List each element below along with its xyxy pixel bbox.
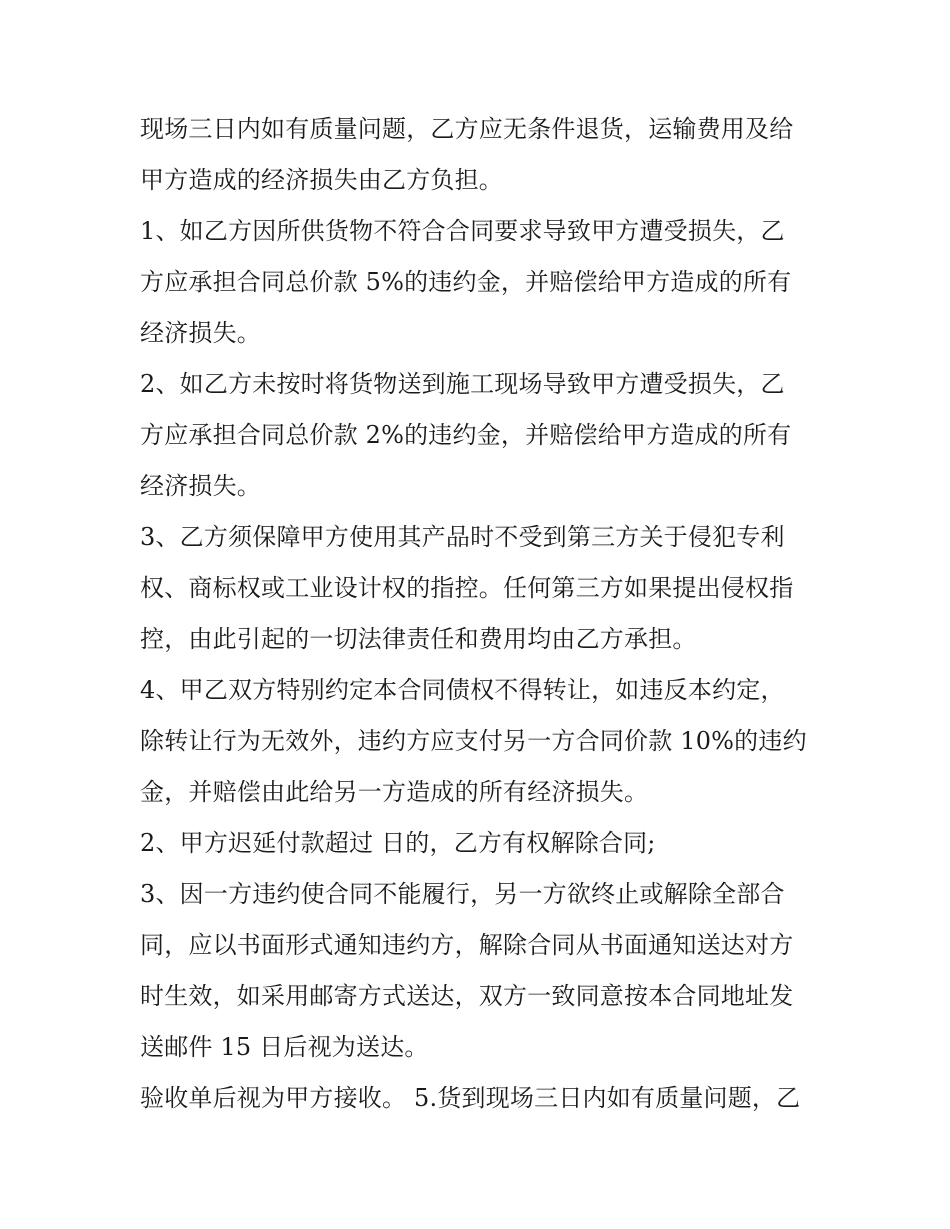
text-line: 权、商标权或工业设计权的指控。任何第三方如果提出侵权指 bbox=[140, 574, 794, 602]
text-line: 2、如乙方未按时将货物送到施工现场导致甲方遭受损失，乙 bbox=[140, 370, 785, 398]
text-line: 控，由此引起的一切法律责任和费用均由乙方承担。 bbox=[140, 625, 697, 653]
text-line: 送邮件 15 日后视为送达。 bbox=[140, 1033, 429, 1061]
text-line: 同，应以书面形式通知违约方，解除合同从书面通知送达对方 bbox=[140, 931, 794, 959]
text-line: 方应承担合同总价款 5%的违约金，并赔偿给甲方造成的所有 bbox=[140, 268, 792, 296]
text-line: 经济损失。 bbox=[140, 319, 261, 347]
text-line: 2、甲方迟延付款超过 日的，乙方有权解除合同; bbox=[140, 829, 656, 857]
text-line: 金，并赔偿由此给另一方造成的所有经济损失。 bbox=[140, 778, 649, 806]
text-line: 经济损失。 bbox=[140, 472, 261, 500]
text-line: 时生效，如采用邮寄方式送达，双方一致同意按本合同地址发 bbox=[140, 982, 794, 1010]
text-line: 除转让行为无效外，违约方应支付另一方合同价款 10%的违约 bbox=[140, 727, 807, 755]
text-line: 方应承担合同总价款 2%的违约金，并赔偿给甲方造成的所有 bbox=[140, 421, 792, 449]
text-line: 3、因一方违约使合同不能履行，另一方欲终止或解除全部合 bbox=[140, 880, 785, 908]
text-line: 1、如乙方因所供货物不符合合同要求导致甲方遭受损失，乙 bbox=[140, 217, 785, 245]
document-body bbox=[140, 104, 820, 1124]
text-line: 4、甲乙双方特别约定本合同债权不得转让，如违反本约定， bbox=[140, 676, 785, 704]
text-line: 3、乙方须保障甲方使用其产品时不受到第三方关于侵犯专利 bbox=[140, 523, 785, 551]
text-line: 现场三日内如有质量问题，乙方应无条件退货，运输费用及给 bbox=[140, 115, 794, 143]
text-line: 甲方造成的经济损失由乙方负担。 bbox=[140, 166, 503, 194]
text-line: 验收单后视为甲方接收。 5.货到现场三日内如有质量问题，乙 bbox=[140, 1084, 801, 1112]
